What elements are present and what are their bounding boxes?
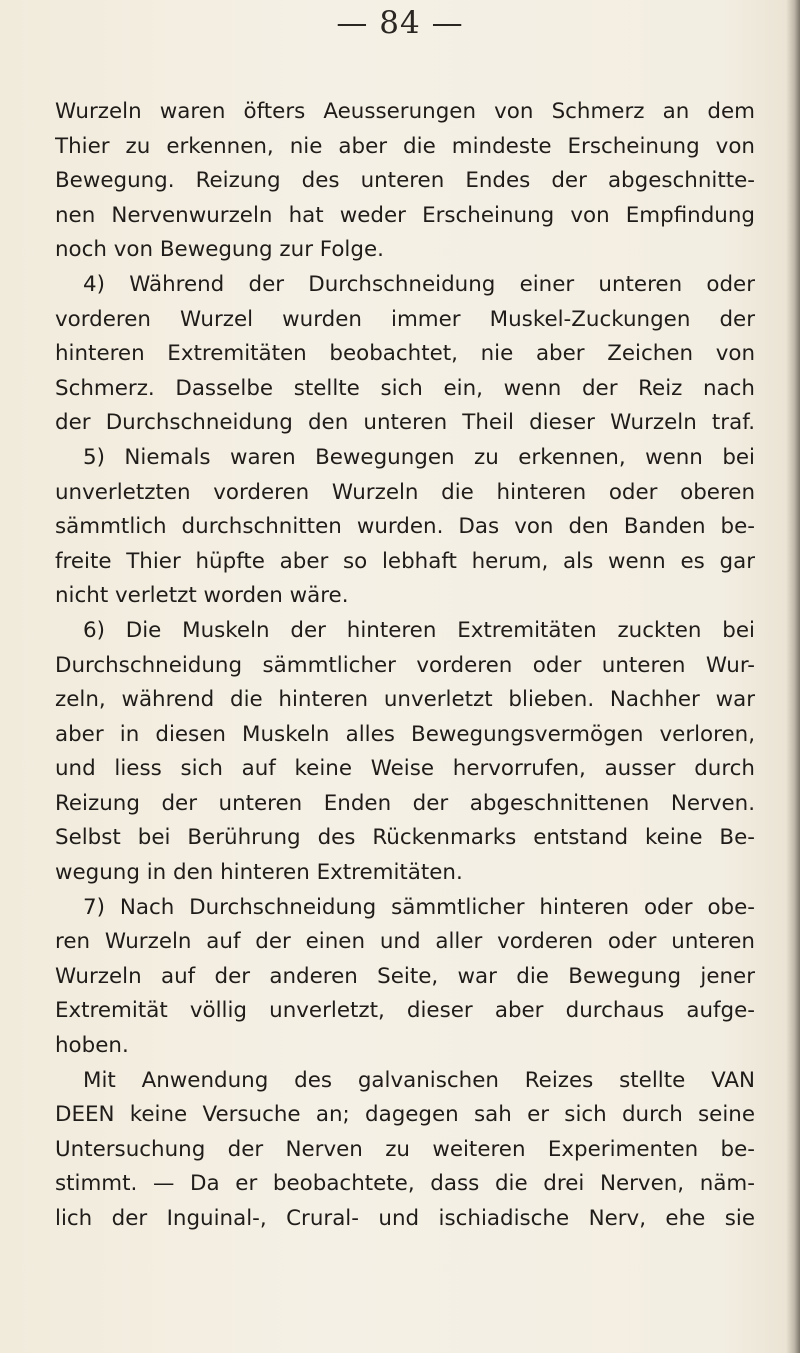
text-line: ren Wurzeln auf der einen und aller vorderen oder unteren [55, 929, 755, 955]
text-line: hinteren Extremitäten beobachtet, nie aber Zeichen von [55, 341, 755, 367]
text-line: Reizung der unteren Enden der abgeschnittenen Nerven. [55, 790, 755, 816]
text-line: noch von Bewegung zur Folge. [55, 237, 384, 263]
text-line: wegung in den hinteren Extremitäten. [55, 860, 463, 886]
text-line: Durchschneidung sämmtlicher vorderen oder unteren Wur- [55, 652, 755, 678]
text-line: sämmtlich durchschnitten wurden. Das von den Banden be- [55, 514, 755, 540]
page-number: — 84 — [336, 5, 464, 41]
text-line: und liess sich auf keine Weise hervorrufen, ausser durch [55, 756, 755, 782]
text-line: aber in diesen Muskeln alles Bewegungsvermögen verloren, [55, 721, 755, 747]
text-line: 7) Nach Durchschneidung sämmtlicher hinteren oder obe- [83, 894, 755, 920]
text-line: vorderen Wurzel wurden immer Muskel-Zuckungen der [55, 306, 755, 332]
text-line: Selbst bei Berührung des Rückenmarks entstand keine Be- [55, 825, 755, 851]
text-line: Extremität völlig unverletzt, dieser aber durchaus aufge- [55, 998, 755, 1024]
text-line: Wurzeln waren öfters Aeusserungen von Schmerz an dem [55, 99, 755, 124]
text-line: lich der Inguinal-, Crural- und ischiadische Nerv, ehe sie [55, 1206, 755, 1231]
text-line: nicht verletzt worden wäre. [55, 583, 349, 609]
text-line: der Durchschneidung den unteren Theil dieser Wurzeln traf. [55, 410, 755, 436]
text-line: hoben. [55, 1033, 129, 1059]
text-line: Mit Anwendung des galvanischen Reizes stellte VAN [83, 1067, 755, 1093]
text-line: 6) Die Muskeln der hinteren Extremitäten zuckten bei [83, 617, 755, 643]
text-line: Bewegung. Reizung des unteren Endes der abgeschnitte- [55, 168, 755, 194]
text-line: zeln, während die hinteren unverletzt blieben. Nachher war [55, 687, 755, 713]
text-line: Thier zu erkennen, nie aber die mindeste Erscheinung von [55, 133, 755, 159]
text-line: Schmerz. Dasselbe stellte sich ein, wenn der Reiz nach [55, 375, 755, 401]
text-line: stimmt. — Da er beobachtete, dass die drei Nerven, näm- [55, 1171, 755, 1197]
text-line: Wurzeln auf der anderen Seite, war die Bewegung jener [55, 963, 755, 989]
body-text [55, 95, 755, 1237]
page-edge-shadow [786, 0, 800, 1353]
text-line: nen Nervenwurzeln hat weder Erscheinung von Empfindung [55, 202, 755, 228]
text-line: unverletzten vorderen Wurzeln die hinteren oder oberen [55, 479, 755, 505]
text-line: Untersuchung der Nerven zu weiteren Experimenten be- [55, 1136, 755, 1162]
text-line: 5) Niemals waren Bewegungen zu erkennen, wenn bei [83, 444, 755, 470]
text-line: freite Thier hüpfte aber so lebhaft herum, als wenn es gar [55, 548, 755, 574]
text-line: 4) Während der Durchschneidung einer unteren oder [83, 271, 755, 297]
text-line: DEEN keine Versuche an; dagegen sah er sich durch seine [55, 1102, 755, 1128]
